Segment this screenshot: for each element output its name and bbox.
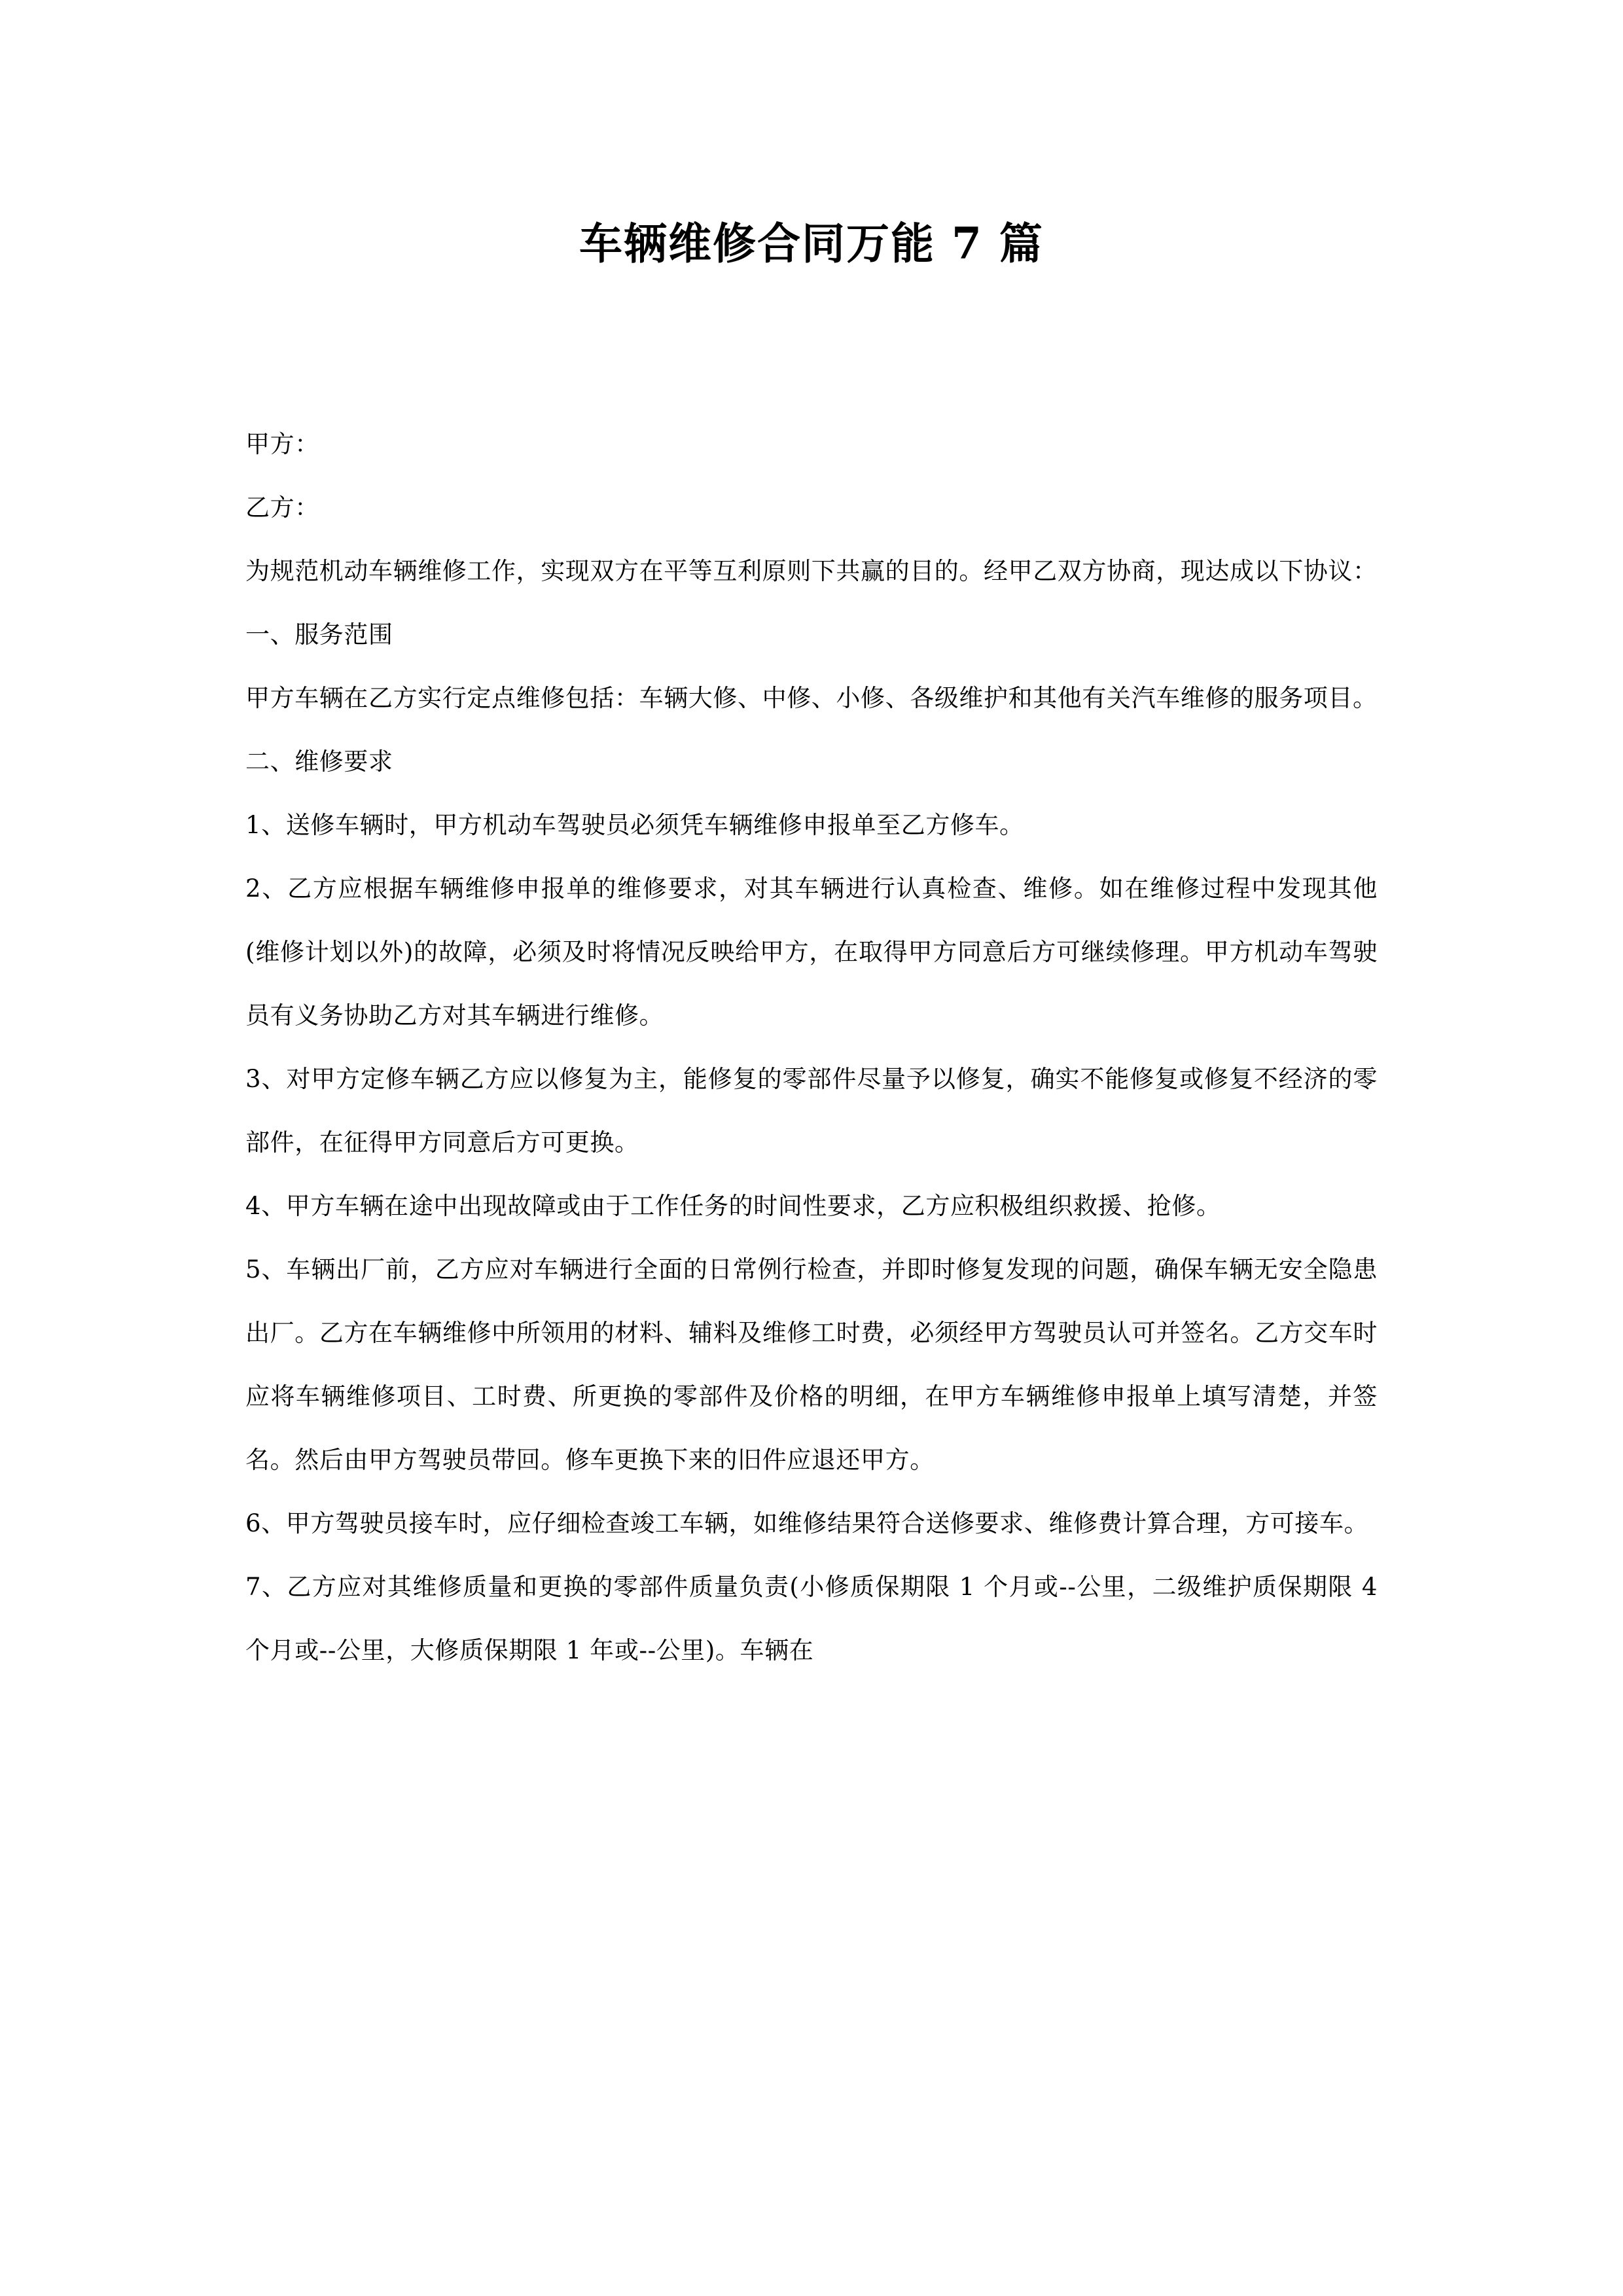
paragraph-scope-body: 甲方车辆在乙方实行定点维修包括：车辆大修、中修、小修、各级维护和其他有关汽车维修的服务项目。 [245, 684, 1378, 712]
paragraph-item-5: 5、车辆出厂前，乙方应对车辆进行全面的日常例行检查，并即时修复发现的问题，确保车辆无安全隐患出厂。乙方在车辆维修中所领用的材料、辅料及维修工时费，必须经甲方驾驶员认可并签名。乙方交车时应将车辆维修项目、工时费、所更换的零部件及价格的明细，在甲方车辆维修申报单上填写清楚，并签名。然后由甲方驾驶员带回。修车更换下来的旧件应退还甲方。 [245, 1255, 1378, 1474]
paragraph-preamble: 为规范机动车辆维修工作，实现双方在平等互利原则下共赢的目的。经甲乙双方协商，现达成以下协议： [245, 557, 1378, 585]
paragraph-heading-1: 一、服务范围 [245, 620, 393, 649]
paragraph-heading-2: 二、维修要求 [245, 747, 393, 776]
paragraph-item-7: 7、乙方应对其维修质量和更换的零部件质量负责(小修质保期限 1 个月或--公里，二级维护质保期限 4 个月或--公里，大修质保期限 1 年或--公里)。车辆在 [245, 1573, 1378, 1664]
paragraph-item-2: 2、乙方应根据车辆维修申报单的维修要求，对其车辆进行认真检查、维修。如在维修过程中发现其他(维修计划以外)的故障，必须及时将情况反映给甲方，在取得甲方同意后方可继续修理。甲方机动车驾驶员有义务协助乙方对其车辆进行维修。 [245, 874, 1378, 1030]
paragraph-item-6: 6、甲方驾驶员接车时，应仔细检查竣工车辆，如维修结果符合送修要求、维修费计算合理，方可接车。 [245, 1509, 1369, 1537]
paragraph-party-b: 乙方： [245, 493, 319, 522]
page-title: 车辆维修合同万能 7 篇 [579, 218, 1044, 270]
paragraph-item-4: 4、甲方车辆在途中出现故障或由于工作任务的时间性要求，乙方应积极组织救援、抢修。 [245, 1192, 1221, 1220]
paragraph-item-1: 1、送修车辆时，甲方机动车驾驶员必须凭车辆维修申报单至乙方修车。 [245, 811, 1024, 839]
document-body [245, 412, 1378, 1682]
paragraph-item-3: 3、对甲方定修车辆乙方应以修复为主，能修复的零部件尽量予以修复，确实不能修复或修复不经济的零部件，在征得甲方同意后方可更换。 [245, 1065, 1378, 1157]
paragraph-party-a: 甲方： [245, 430, 319, 458]
